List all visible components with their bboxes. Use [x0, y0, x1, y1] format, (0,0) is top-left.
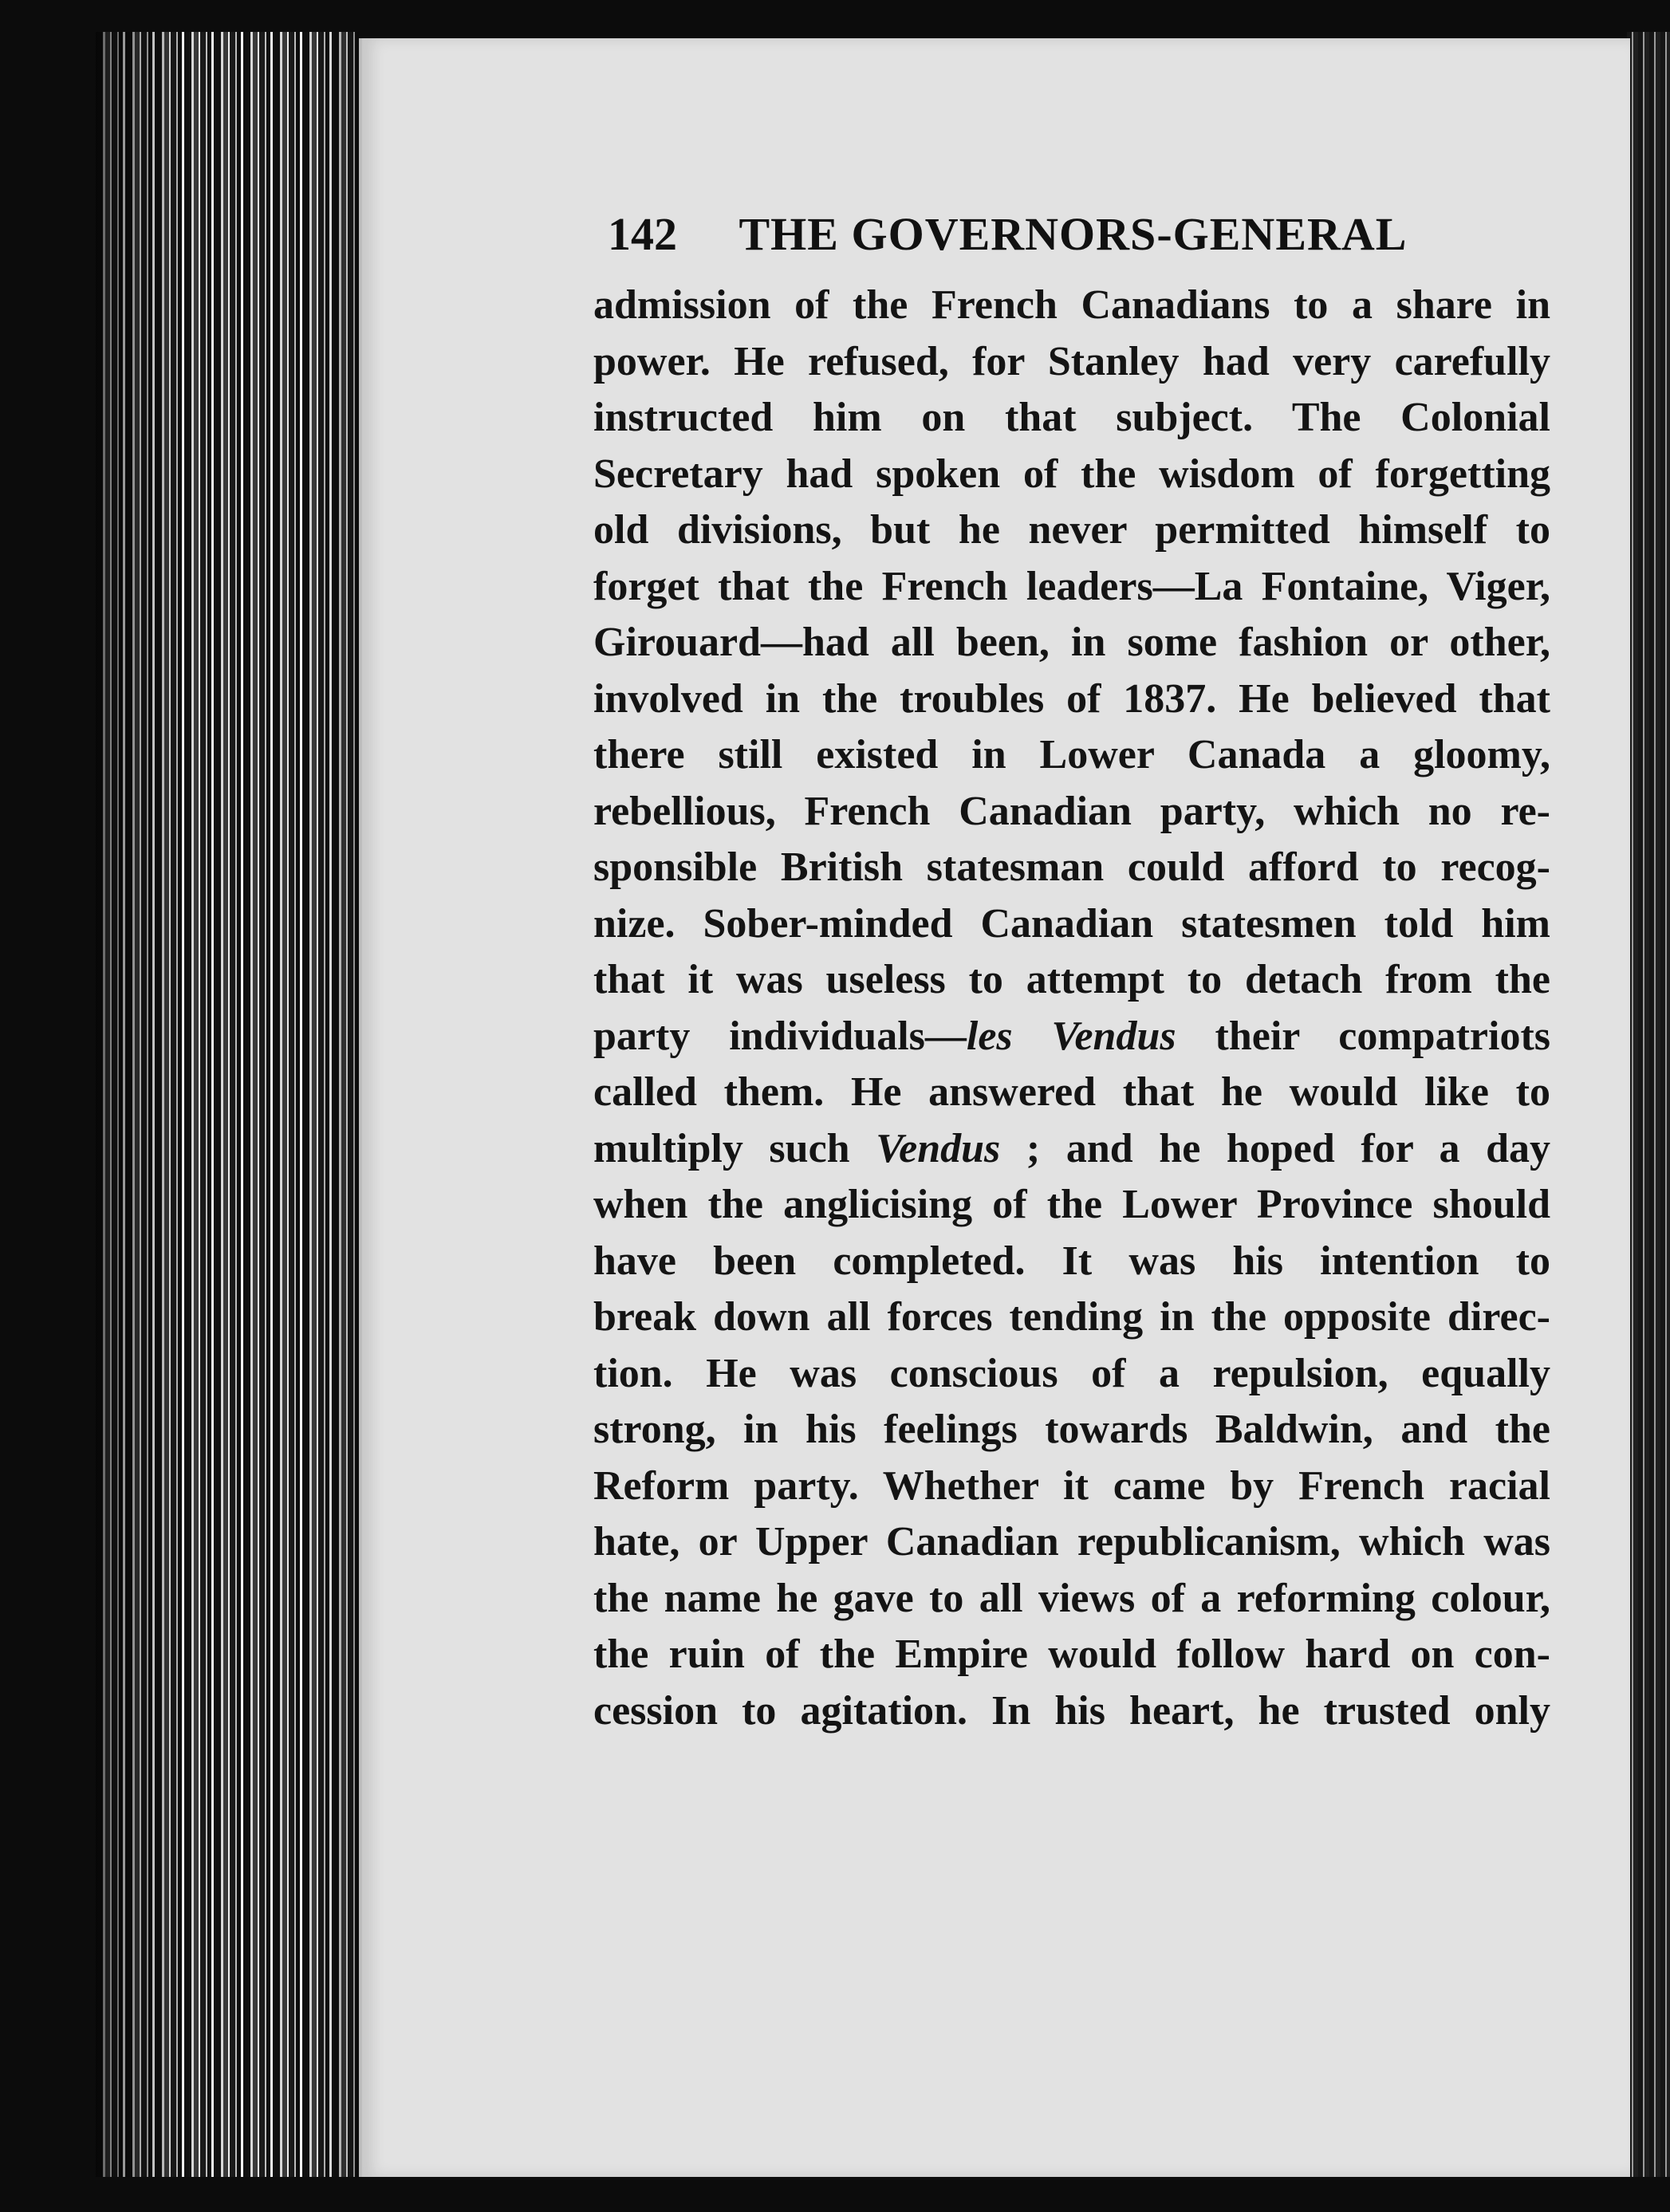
text-line: strong, in his feelings towards Baldwin, and the [593, 1407, 1550, 1452]
text-line: Girouard—had all been, in some fashion or other, [593, 620, 1550, 665]
page-sheet [359, 38, 1630, 2177]
text-line: when the anglicising of the Lower Province should [593, 1182, 1550, 1227]
book-page-edges [96, 32, 359, 2177]
text-line: nize. Sober-minded Canadian statesmen told him [593, 900, 1550, 947]
text-line: that it was useless to attempt to detach from the [593, 957, 1550, 1002]
text-line: admission of the French Canadians to a share in [593, 282, 1550, 328]
text-line: break down all forces tending in the opposite direc- [593, 1294, 1550, 1340]
text-line: there still existed in Lower Canada a gloomy, [593, 732, 1550, 777]
text-line: instructed him on that subject. The Colonial [593, 395, 1550, 440]
text-line: the ruin of the Empire would follow hard on con- [593, 1631, 1550, 1677]
text-line: the name he gave to all views of a reforming colour, [593, 1575, 1550, 1621]
text-line: have been completed. It was his intention to [593, 1238, 1550, 1284]
book-right-edge [1627, 32, 1670, 2177]
text-line: Reform party. Whether it came by French racial [593, 1462, 1550, 1509]
running-head-title: THE GOVERNORS-GENERAL [739, 208, 1408, 260]
text-line: multiply such Vendus ; and he hoped for a day [593, 1125, 1550, 1171]
text-line: old divisions, but he never permitted himself to [593, 507, 1550, 553]
text-line: rebellious, French Canadian party, which no re- [593, 788, 1550, 834]
body-text [593, 277, 1550, 1739]
text-line: Secretary had spoken of the wisdom of forgetting [593, 451, 1550, 497]
text-line: tion. He was conscious of a repulsion, equally [593, 1350, 1550, 1396]
text-line: involved in the troubles of 1837. He believed that [593, 675, 1550, 722]
italic-phrase: les Vendus [966, 1013, 1176, 1059]
text-line: cession to agitation. In his heart, he trusted only [593, 1687, 1550, 1734]
text-line: party individuals—les Vendus their compatriots [593, 1013, 1550, 1059]
text-line: sponsible British statesman could afford to recog- [593, 844, 1550, 890]
page-number: 142 [608, 208, 677, 260]
running-head [608, 207, 1644, 261]
italic-phrase: Vendus [876, 1125, 1001, 1171]
text-line: hate, or Upper Canadian republicanism, which was [593, 1519, 1550, 1565]
text-line: forget that the French leaders—La Fontaine, Viger, [593, 563, 1550, 609]
text-line: power. He refused, for Stanley had very carefully [593, 338, 1550, 384]
text-line: called them. He answered that he would like to [593, 1069, 1550, 1115]
